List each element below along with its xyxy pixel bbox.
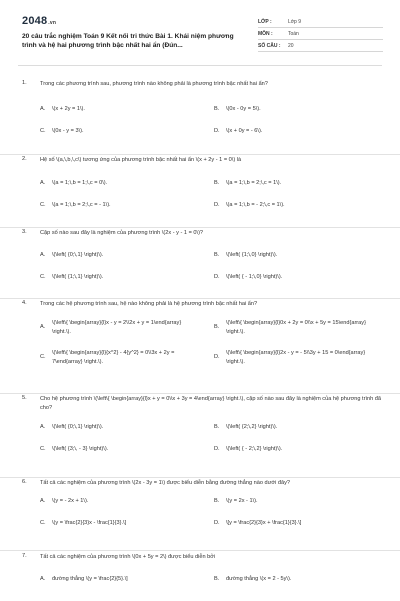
option-text: \(\left\{ \begin{array}{l}x - y = 2\\2x + y = 1\end{array} \right.\). <box>52 320 182 335</box>
meta-key: SỐ CÂU : <box>258 42 281 49</box>
option-a[interactable] <box>40 575 200 584</box>
option-a[interactable] <box>40 423 200 432</box>
option-d[interactable] <box>214 349 382 366</box>
question-number: 3. <box>22 229 27 235</box>
question-item <box>0 228 400 299</box>
question-number: 6. <box>22 479 27 485</box>
option-text: \(\left\{ \begin{array}{l}{x^2} - 4{y^2} = 0\\3x + 2y = 7\end{array} \right.\). <box>52 350 175 365</box>
option-label: C. <box>40 354 46 360</box>
option-label: D. <box>214 202 220 208</box>
option-text: \(\left( {0;\,1} \right)\). <box>52 424 104 430</box>
question-text: Cho hệ phương trình \(\left\{ \begin{array}{l}x + y = 0\\x + 3y = 4\end{array} \right.\), cặp số nào sau đây là nghiệm của hệ phương trình đã cho? <box>40 396 382 411</box>
question-item <box>0 478 400 551</box>
question-item <box>0 394 400 478</box>
question-number: 7. <box>22 553 27 559</box>
question-number: 5. <box>22 395 27 401</box>
page-title: 20 câu trắc nghiệm Toán 9 Kết nối tri thức Bài 1. Khái niệm phương trình và hệ hai phương trình bậc nhất hai ẩn (Đún... <box>22 33 234 49</box>
logo-tld: .vn <box>48 20 57 26</box>
option-label: A. <box>40 324 46 330</box>
option-b[interactable] <box>214 251 384 260</box>
question-number: 4. <box>22 300 27 306</box>
option-label: D. <box>214 128 220 134</box>
option-b[interactable] <box>214 179 384 188</box>
option-label: B. <box>214 576 220 582</box>
option-label: B. <box>214 106 220 112</box>
option-text: \(\left\{ \begin{array}{l}2x - y = - 5\\3y + 15 = 0\end{array} \right.\). <box>226 350 366 365</box>
option-text: \[y = \frac{2}{3}x + \frac{1}{3}.\] <box>226 520 302 526</box>
option-text: \(a = 1;\,b = 2;\,c = 1\). <box>226 180 282 186</box>
option-d[interactable] <box>214 201 384 210</box>
option-text: \(x + 2y = 1\). <box>52 106 85 112</box>
option-a[interactable] <box>40 319 198 336</box>
option-text: \(0x - y = 3\). <box>52 128 84 134</box>
option-text: \(a = 1;\,b = 1;\,c = 0\). <box>52 180 108 186</box>
option-b[interactable] <box>214 575 384 584</box>
question-text: Trong các hệ phương trình sau, hệ nào không phải là hệ phương trình bậc nhất hai ẩn? <box>40 301 258 307</box>
meta-value: Lớp 9 <box>288 18 302 25</box>
option-c[interactable] <box>40 519 200 528</box>
option-label: A. <box>40 424 46 430</box>
question-text: Tất cả các nghiệm của phương trình \(0x + 5y = 2\) được biểu diễn bởi <box>40 554 216 560</box>
option-label: D. <box>214 446 220 452</box>
option-label: A. <box>40 576 46 582</box>
option-label: A. <box>40 498 46 504</box>
option-text: \(\left( {0;\,1} \right)\). <box>52 252 104 258</box>
option-b[interactable] <box>214 319 382 336</box>
option-b[interactable] <box>214 423 384 432</box>
option-text: \(\left( {1;\,0} \right)\). <box>226 252 278 258</box>
question-item <box>0 299 400 394</box>
option-label: B. <box>214 498 220 504</box>
option-d[interactable] <box>214 127 384 136</box>
option-text: đường thẳng \(y = \frac{2}{5}.\] <box>52 576 128 582</box>
option-a[interactable] <box>40 251 200 260</box>
option-text: \(y = - 2x + 1\). <box>52 498 89 504</box>
question-text: Cặp số nào sau đây là nghiệm của phương trình \(2x - y - 1 = 0\)? <box>40 230 204 236</box>
meta-value: Toán <box>288 30 299 37</box>
question-text: Tất cả các nghiệm của phương trình \(2x - 3y = 1\) được biểu diễn bằng đường thẳng nào dưới đây? <box>40 480 290 486</box>
option-label: B. <box>214 252 220 258</box>
option-text: \(\left( {1;\,1} \right)\). <box>52 274 104 280</box>
meta-row-subject <box>258 28 383 40</box>
question-item <box>0 551 400 601</box>
option-label: B. <box>214 424 220 430</box>
meta-info-table <box>258 16 383 52</box>
meta-key: LỚP : <box>258 18 272 25</box>
question-item <box>0 155 400 228</box>
option-text: \(y = 2x - 1\). <box>226 498 258 504</box>
question-text: Trong các phương trình sau, phương trình nào không phải là phương trình bậc nhất hai ẩn? <box>40 81 268 87</box>
option-text: \(\left( { - 2;\,2} \right)\). <box>226 446 283 452</box>
meta-row-class <box>258 16 383 28</box>
option-a[interactable] <box>40 105 200 114</box>
option-label: C. <box>40 520 46 526</box>
meta-row-count <box>258 40 383 52</box>
option-text: \(\left\{ \begin{array}{l}0x + 2y = 0\\x + 5y = 15\end{array} \right.\). <box>226 320 366 335</box>
option-text: \(y = \frac{2}{3}x - \frac{1}{3}.\] <box>52 520 127 526</box>
question-number: 1. <box>22 80 27 86</box>
option-label: A. <box>40 180 46 186</box>
option-label: A. <box>40 252 46 258</box>
option-label: D. <box>214 274 220 280</box>
site-logo[interactable] <box>22 15 56 27</box>
option-label: C. <box>40 128 46 134</box>
option-c[interactable] <box>40 201 200 210</box>
option-c[interactable] <box>40 349 198 366</box>
option-label: B. <box>214 180 220 186</box>
option-c[interactable] <box>40 445 200 454</box>
question-item <box>0 80 400 155</box>
question-number: 2. <box>22 156 27 162</box>
option-label: D. <box>214 354 220 360</box>
option-d[interactable] <box>214 519 384 528</box>
option-b[interactable] <box>214 105 384 114</box>
option-text: \(a = 1;\,b = - 2;\,c = 1\). <box>226 202 285 208</box>
question-text: Hệ số \(a,\,b,\,c\) tương ứng của phương trình bậc nhất hai ẩn \(x + 2y - 1 = 0\) là <box>40 157 242 163</box>
meta-value: 20 <box>288 42 294 49</box>
header-divider <box>18 65 382 66</box>
option-text: \(\left( {2;\,2} \right)\). <box>226 424 278 430</box>
option-a[interactable] <box>40 497 200 506</box>
option-label: B. <box>214 324 220 330</box>
option-c[interactable] <box>40 273 200 282</box>
option-d[interactable] <box>214 273 384 282</box>
option-text: \(0x - 0y = 5\). <box>226 106 261 112</box>
question-list <box>0 80 400 601</box>
option-label: C. <box>40 202 46 208</box>
option-text: \(\left( { - 1;\,0} \right)\). <box>226 274 283 280</box>
option-text: \(\left( {3;\, - 3} \right)\). <box>52 446 109 452</box>
meta-key: MÔN : <box>258 30 273 37</box>
option-label: A. <box>40 106 46 112</box>
option-label: C. <box>40 446 46 452</box>
option-d[interactable] <box>214 445 384 454</box>
page-header <box>0 0 400 58</box>
option-text: \(a = 1;\,b = 2;\,c = - 1\). <box>52 202 111 208</box>
option-label: D. <box>214 520 220 526</box>
option-text: \(x + 0y = - 6\). <box>226 128 263 134</box>
logo-main: 2048 <box>22 15 48 27</box>
option-b[interactable] <box>214 497 384 506</box>
option-label: C. <box>40 274 46 280</box>
option-a[interactable] <box>40 179 200 188</box>
option-text: đường thẳng \(x = 2 - 5y\). <box>226 576 292 582</box>
option-c[interactable] <box>40 127 200 136</box>
